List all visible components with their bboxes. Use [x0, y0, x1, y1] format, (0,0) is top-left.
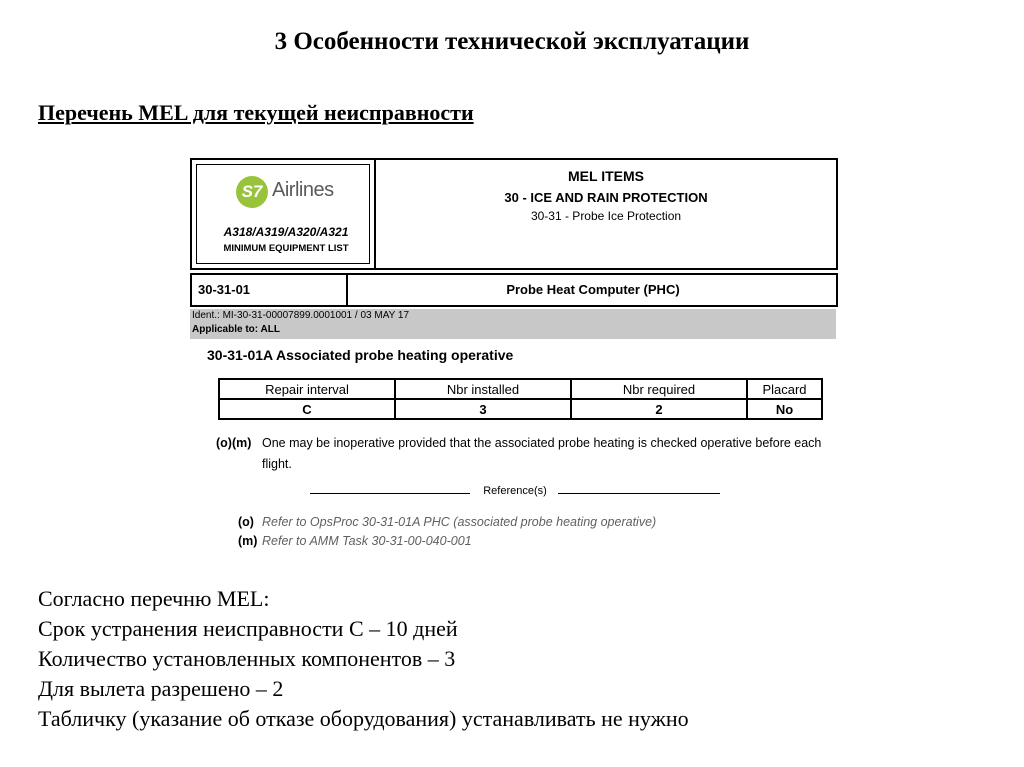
summary-line-intro: Согласно перечню MEL: [38, 586, 270, 611]
references-label: Reference(s) [483, 485, 547, 497]
mel-items-title: MEL ITEMS [568, 168, 644, 184]
divider-line-right [558, 493, 720, 494]
section-subtitle: Перечень MEL для текущей неисправности [38, 100, 474, 125]
cell-nbr-installed: 3 [395, 399, 571, 419]
applicable-text: Applicable to: ALL [192, 324, 280, 335]
reference-text: Refer to OpsProc 30-31-01A PHC (associated probe heating operative) [262, 515, 657, 529]
subitem-title: 30-31-01A Associated probe heating operative [207, 347, 514, 363]
mel-conditions-table [218, 378, 823, 420]
mel-header-left-frame [196, 164, 370, 264]
col-repair-interval: Repair interval [219, 379, 395, 399]
item-code: 30-31-01 [192, 275, 348, 305]
mel-section: 30-31 - Probe Ice Protection [530, 209, 682, 223]
table-header-row [219, 379, 822, 399]
summary-line-required: Для вылета разрешено – 2 [38, 676, 284, 701]
cell-placard: No [747, 399, 822, 419]
mel-chapter: 30 - ICE AND RAIN PROTECTION [504, 190, 708, 205]
col-nbr-required: Nbr required [571, 379, 747, 399]
page-title: 3 Особенности технической эксплуатации [274, 28, 750, 55]
item-name: Probe Heat Computer (PHC) [506, 282, 680, 297]
s7-airlines-logo [236, 175, 346, 209]
summary-line-installed: Количество установленных компонентов – 3 [38, 646, 456, 671]
ident-band [190, 309, 836, 339]
remark-tag: (o)(m) [216, 436, 252, 450]
col-nbr-installed: Nbr installed [395, 379, 571, 399]
table-row [219, 399, 822, 419]
summary-line-repair-interval: Срок устранения неисправности С – 10 дней [38, 616, 458, 641]
reference-tag: (o) [238, 515, 254, 529]
mel-header-left [192, 160, 376, 268]
cell-nbr-required: 2 [571, 399, 747, 419]
aircraft-models: A318/A319/A320/A321 [223, 225, 349, 239]
mel-header-right [376, 160, 834, 268]
reference-tag: (m) [238, 534, 258, 548]
remark-text: One may be inoperative provided that the associated probe heating is checked operative before each flight. [262, 436, 822, 471]
list-name: MINIMUM EQUIPMENT LIST [223, 243, 349, 254]
mel-document [190, 158, 838, 558]
summary-line-placard: Табличку (указание об отказе оборудования) устанавливать не нужно [38, 706, 689, 731]
mel-item-row [190, 273, 838, 307]
references-divider [310, 485, 720, 501]
summary-block [38, 584, 689, 734]
s7-logo-icon: S7 [236, 176, 268, 208]
cell-repair-interval: C [219, 399, 395, 419]
ident-text: Ident.: MI-30-31-00007899.0001001 / 03 MAY 17 [192, 310, 410, 321]
mel-header [190, 158, 838, 270]
reference-text: Refer to AMM Task 30-31-00-040-001 [262, 534, 472, 548]
col-placard: Placard [747, 379, 822, 399]
logo-text: Airlines [272, 179, 334, 201]
